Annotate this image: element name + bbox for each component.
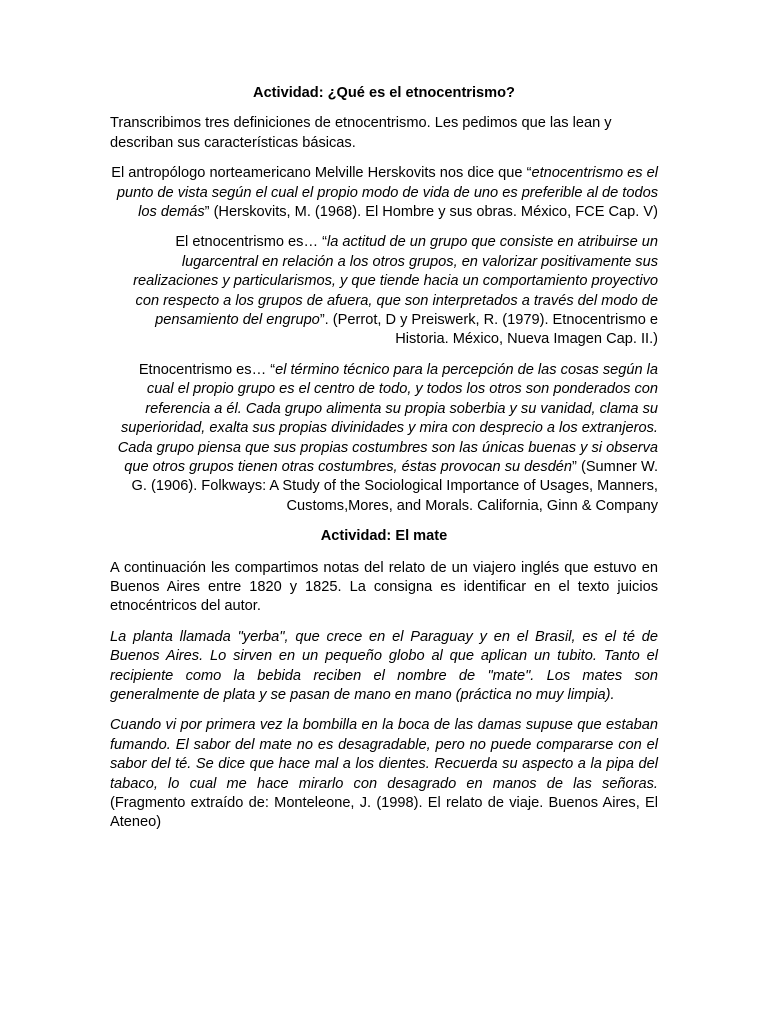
definition-1-lead: El antropólogo norteamericano Melville Herskovits nos dice que “ — [111, 165, 532, 182]
travel-note-paragraph-2 — [110, 716, 658, 832]
definition-2-lead: El etnocentrismo es… “ — [175, 234, 327, 251]
activity-2-intro: A continuación les compartimos notas del relato de un viajero inglés que estuvo en Buenos Aires entre 1820 y 1825. La consigna es identificar en el texto juicios etnocéntricos del autor. — [110, 559, 658, 615]
definition-herskovits — [110, 164, 658, 222]
travel-note-2-quote: Cuando vi por primera vez la bombilla en la boca de las damas supuse que estaban fumando. El sabor del mate no es desagradable, pero no puede compararse con el sabor del té. Se dice que hace mal a los dientes. Recuerda su aspecto a la pipa del tabaco, lo cual me hace mirarlo con desagrado en manos de las señoras. — [110, 717, 658, 792]
definition-perrot — [110, 233, 658, 349]
definition-2-quote: la actitud de un grupo que consiste en atribuirse un lugarcentral en relación a los otros grupos, en valorizar positivamente sus realizaciones y particularismos, y que tiende hacia un comportamiento proyectivo con respecto a los grupos de afuera, que son interpretados a través del modo de pensamiento del engrupo — [133, 234, 658, 329]
activity-1-title: Actividad: ¿Qué es el etnocentrismo? — [253, 85, 515, 101]
travel-note-2-reference: (Fragmento extraído de: Monteleone, J. (1998). El relato de viaje. Buenos Aires, El Ateneo) — [110, 795, 658, 831]
definition-1-reference: ” (Herskovits, M. (1968). El Hombre y sus obras. México, FCE Cap. V) — [204, 204, 658, 221]
travel-note-1-text: La planta llamada "yerba", que crece en el Paraguay y en el Brasil, es el té de Buenos Aires. Lo sirven en un pequeño globo al que aplican un tubito. Tanto el recipiente como la bebida reciben el nombre de "mate". Los mates son generalmente de plata y se pasan de mano en mano (práctica no muy limpia). — [110, 628, 658, 703]
definition-sumner — [110, 361, 658, 516]
definition-3-reference: ” (Sumner W. G. (1906). Folkways: A Study of the Sociological Importance of Usages, Manners, Customs,Mores, and Morals. California, Ginn & Company — [131, 458, 658, 514]
definition-3-lead: Etnocentrismo es… “ — [138, 361, 276, 378]
definition-1-quote: etnocentrismo es el punto de vista según el cual el propio modo de vida de uno es preferible al de todos los demás — [116, 165, 658, 221]
travel-note-paragraph-1 — [110, 628, 658, 706]
definition-3-quote: el término técnico para la percepción de las cosas según la cual el propio grupo es el centro de todo, y todos los otros son ponderados con referencia a él. Cada grupo alimenta su propia soberbia y su vanidad, clama su superioridad, exalta sus propias divinidades y mira con desprecio a los extranjeros. Cada grupo piensa que sus propias costumbres son las únicas buenas y si observa que otros grupos tienen otras costumbres, éstas provocan su desdén — [117, 361, 658, 475]
activity-2-title: Actividad: El mate — [320, 528, 448, 545]
activity-1-intro: Transcribimos tres definiciones de etnocentrismo. Les pedimos que las lean y describan sus características básicas. — [110, 115, 612, 151]
definition-2-reference: ”. (Perrot, D y Preiswerk, R. (1979). Etnocentrismo e Historia. México, Nueva Imagen Cap. II.) — [319, 312, 658, 348]
